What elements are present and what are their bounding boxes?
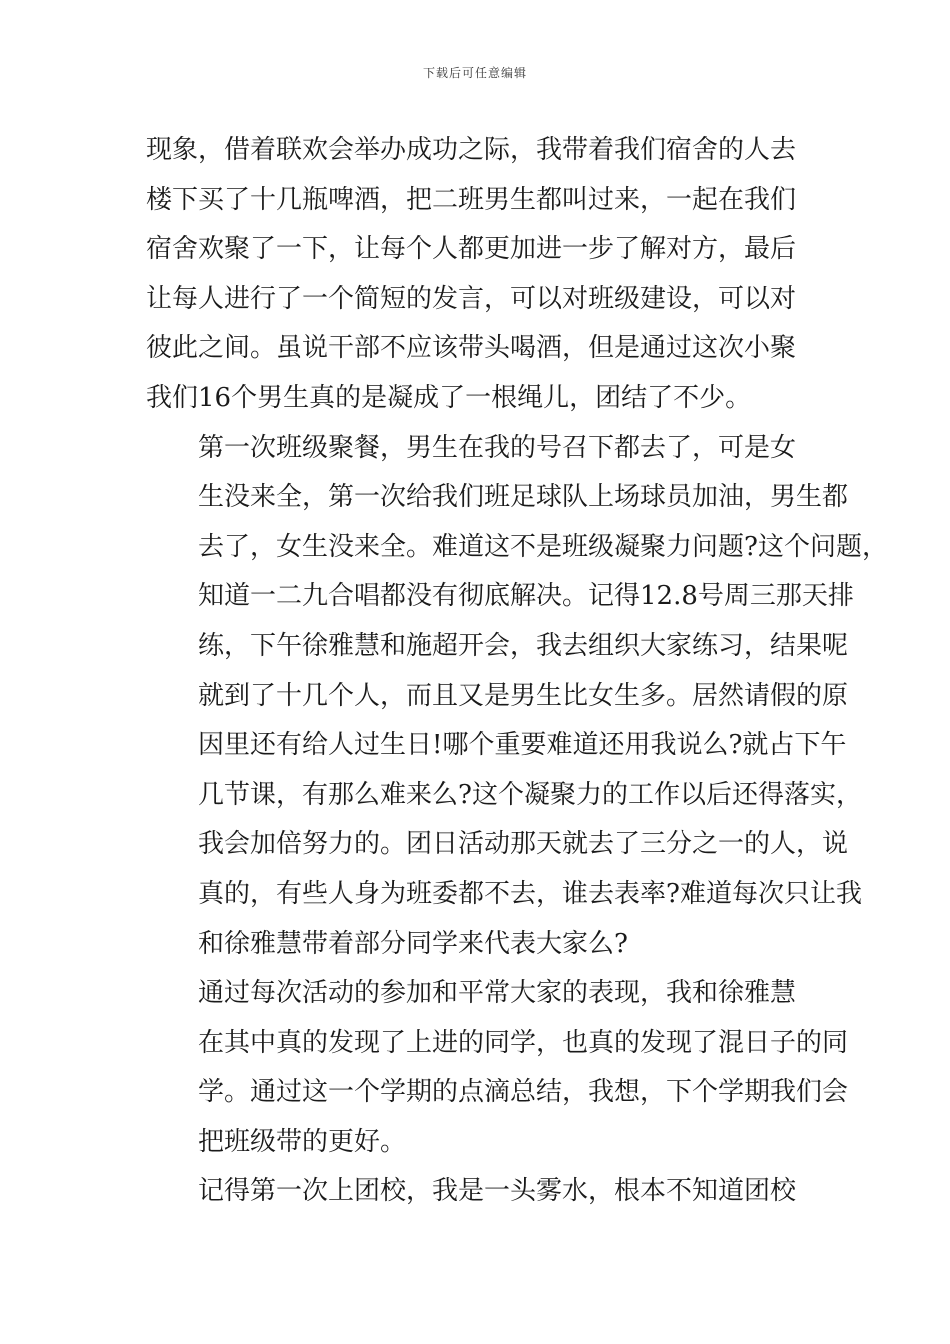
page-header: 下载后可任意编辑 xyxy=(422,66,527,80)
text-line: 楼下买了十几瓶啤酒，把二班男生都叫过来，一起在我们 xyxy=(146,184,797,215)
text-line: 学。通过这一个学期的点滴总结，我想，下个学期我们会 xyxy=(198,1077,849,1108)
text-line: 知道一二九合唱都没有彻底解决。记得12.8号周三那天排 xyxy=(198,581,854,612)
text-line: 因里还有给人过生日!哪个重要难道还用我说么?就占下午 xyxy=(198,730,847,761)
paragraph xyxy=(146,126,812,424)
paragraph xyxy=(146,424,888,970)
text-line: 真的，有些人身为班委都不去，谁去表率?难道每次只让我 xyxy=(198,878,862,909)
text-line: 通过每次活动的参加和平常大家的表现，我和徐雅慧 xyxy=(198,978,797,1009)
text-line: 在其中真的发现了上进的同学，也真的发现了混日子的同 xyxy=(198,1027,849,1058)
text-line: 我们16个男生真的是凝成了一根绳儿，团结了不少。 xyxy=(146,382,752,413)
text-line: 现象，借着联欢会举办成功之际，我带着我们宿舍的人去 xyxy=(146,135,797,165)
text-line: 我会加倍努力的。团日活动那天就去了三分之一的人，说 xyxy=(198,829,849,860)
text-line: 把班级带的更好。 xyxy=(198,1126,407,1157)
text-line: 生没来全，第一次给我们班足球队上场球员加油，男生都 xyxy=(198,482,849,513)
text-line: 宿舍欢聚了一下，让每个人都更加进一步了解对方，最后 xyxy=(146,234,797,265)
text-line: 去了，女生没来全。难道这不是班级凝聚力问题?这个问题， xyxy=(198,531,888,562)
text-line: 就到了十几个人，而且又是男生比女生多。居然请假的原 xyxy=(198,680,849,711)
text-line: 让每人进行了一个简短的发言，可以对班级建设，可以对 xyxy=(146,283,797,314)
paragraph xyxy=(146,969,849,1167)
paragraph xyxy=(146,1167,812,1217)
text-line: 几节课，有那么难来么?这个凝聚力的工作以后还得落实， xyxy=(198,779,862,810)
document-body xyxy=(146,126,888,1217)
text-line: 彼此之间。虽说干部不应该带头喝酒，但是通过这次小聚 xyxy=(146,333,797,364)
text-line: 练，下午徐雅慧和施超开会，我去组织大家练习，结果呢 xyxy=(198,630,849,661)
text-line: 记得第一次上团校，我是一头雾水，根本不知道团校 xyxy=(198,1176,797,1207)
text-line: 和徐雅慧带着部分同学来代表大家么? xyxy=(198,928,628,959)
text-line: 第一次班级聚餐，男生在我的号召下都去了，可是女 xyxy=(198,432,797,463)
